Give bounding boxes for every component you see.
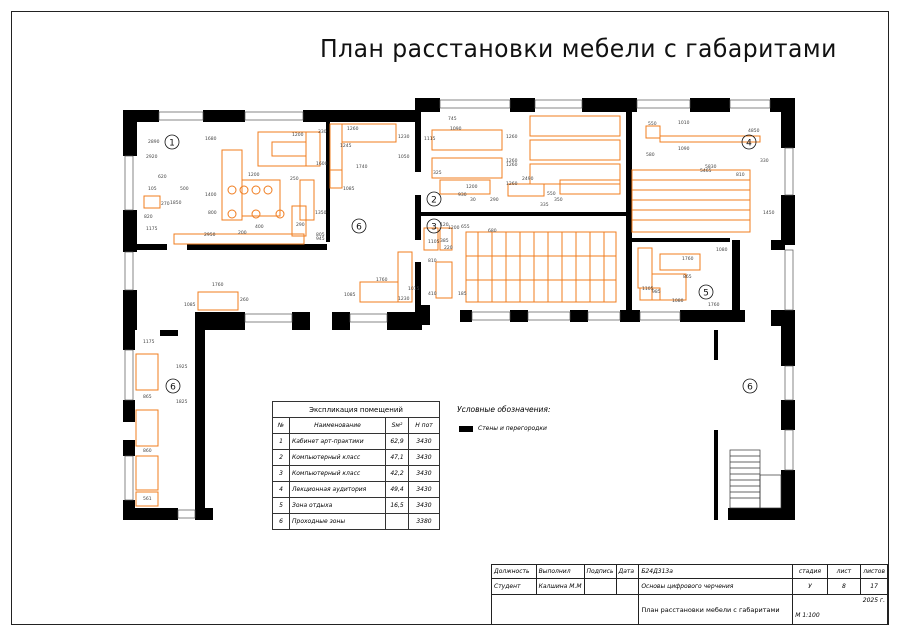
dimension-label: 550 (648, 122, 657, 127)
dimension-label: 260 (240, 298, 249, 303)
window (535, 100, 582, 108)
legend-wall-swatch (459, 426, 473, 432)
dimension-label: 1085 (343, 187, 355, 192)
teacher-desk (646, 126, 660, 138)
dimension-label: 1230 (398, 135, 410, 140)
window (640, 312, 680, 320)
wall (123, 320, 135, 350)
window (785, 430, 793, 470)
dimension-label: 2920 (146, 155, 158, 160)
desk-block (466, 232, 616, 302)
bench-block (632, 170, 750, 232)
row-name: Кабинет арт-практики (290, 434, 386, 450)
window (528, 312, 570, 320)
dimension-label: 1175 (146, 227, 158, 232)
window (588, 312, 620, 320)
dimension-label: 561 (143, 497, 152, 502)
dimension-label: 810 (736, 173, 745, 178)
dimension-label: 1175 (143, 340, 155, 345)
teacher-desk (436, 262, 452, 298)
table-row (273, 482, 440, 498)
dimension-label: 1850 (170, 201, 182, 206)
dimension-label: 385 (440, 239, 449, 244)
column-header-height: H пот (409, 418, 440, 434)
wall (137, 244, 167, 250)
desk-row (432, 158, 502, 178)
stamp-col-position: Должность (492, 565, 537, 579)
window (350, 314, 387, 322)
dimension-label: 945 (316, 237, 325, 242)
dimension-label: 350 (554, 198, 563, 203)
row-number: 3 (273, 466, 290, 482)
stamp-sheet: 8 (827, 579, 861, 595)
wall (123, 400, 135, 422)
window (245, 112, 303, 120)
row-name: Компьютерный класс (290, 450, 386, 466)
dimension-label: 1400 (205, 193, 217, 198)
room-number: 6 (747, 382, 753, 393)
sofa (398, 252, 412, 302)
dimension-label: 2490 (522, 177, 534, 182)
dimension-label: 270 (161, 202, 170, 207)
wall (303, 110, 418, 122)
dimension-label: 1090 (678, 147, 690, 152)
dimension-label: 810 (428, 259, 437, 264)
dimension-label: 1245 (340, 144, 352, 149)
dimension-label: 290 (490, 198, 499, 203)
window (125, 350, 133, 400)
room-number: 6 (356, 222, 362, 233)
wall (415, 112, 421, 172)
row-height: 3430 (409, 450, 440, 466)
stamp-date (616, 579, 639, 595)
stamp-sheets: 17 (861, 579, 888, 595)
dimension-label: 1200 (248, 173, 260, 178)
sofa (136, 354, 158, 390)
wall (415, 98, 440, 112)
wall (680, 310, 720, 322)
wall (332, 312, 350, 330)
dimension-label: 820 (144, 215, 153, 220)
dimension-label: 2890 (148, 140, 160, 145)
row-area: 42,2 (386, 466, 409, 482)
easel (144, 196, 160, 208)
row-height: 3430 (409, 482, 440, 498)
drawing-title: План расстановки мебели с габаритами (320, 34, 837, 63)
dimension-label: 5465 (700, 169, 712, 174)
stamp-meta (793, 595, 888, 625)
stamp-sheet-label: лист (827, 565, 861, 579)
dimension-label: 1825 (176, 400, 188, 405)
stamp-col-done: Выполнил (536, 565, 584, 579)
dimension-label: 1600 (316, 162, 328, 167)
wall (387, 312, 422, 330)
wall (415, 195, 421, 240)
furniture (136, 116, 760, 506)
chair (240, 186, 248, 194)
wall (195, 312, 245, 330)
wall (137, 110, 159, 122)
dimension-label: 1350 (315, 211, 327, 216)
chair (264, 186, 272, 194)
window (178, 510, 195, 518)
dimension-label: 1760 (376, 278, 388, 283)
dimension-label: 5830 (705, 165, 717, 170)
sofa (660, 254, 700, 270)
wall (626, 112, 632, 312)
room-number: 2 (431, 195, 437, 206)
dimension-label: 1200 (448, 226, 460, 231)
dimension-label: 985 (652, 290, 661, 295)
row-height: 3430 (409, 498, 440, 514)
wall (732, 240, 740, 310)
chair (228, 210, 236, 218)
wall (510, 98, 535, 112)
desk-row (440, 180, 490, 194)
room-number: 6 (170, 382, 176, 393)
dimension-label: 185 (458, 292, 467, 297)
row-area (386, 514, 409, 530)
window (440, 100, 510, 108)
window (125, 456, 133, 500)
sofa (306, 132, 320, 166)
dimension-label: 865 (683, 275, 692, 280)
legend-title: Условные обозначения: (457, 405, 551, 414)
dimension-label: 1680 (205, 137, 217, 142)
column-header-number: № (273, 418, 290, 434)
cabinet (300, 180, 314, 220)
sofa (198, 292, 238, 310)
window (125, 252, 133, 290)
stamp-person: Калшина М.М (536, 579, 584, 595)
stamp-scale: М 1:100 (795, 612, 820, 619)
legend-wall-label: Стены и перегородки (478, 425, 547, 432)
wall (771, 310, 795, 326)
desk-row (530, 164, 620, 184)
dimension-label: 1740 (356, 165, 368, 170)
cabinet (292, 206, 306, 236)
dimension-label: 1260 (506, 163, 518, 168)
sofa (652, 274, 686, 300)
window (785, 148, 793, 195)
row-number: 2 (273, 450, 290, 466)
room-number: 1 (169, 138, 175, 149)
dimension-label: 1260 (506, 159, 518, 164)
column-header-name: Наименование (290, 418, 386, 434)
table (272, 142, 306, 156)
chair (228, 186, 236, 194)
dimension-label: 1260 (506, 182, 518, 187)
dimension-label: 1015 (408, 287, 420, 292)
wall (781, 195, 795, 245)
window (125, 156, 133, 210)
sofa (136, 410, 158, 446)
wall (714, 330, 718, 360)
window (785, 250, 793, 310)
dimension-label: 330 (318, 130, 327, 135)
sofa (638, 248, 652, 288)
dimension-label: 1260 (347, 127, 359, 132)
dimension-label: 1090 (450, 127, 462, 132)
desk-row (530, 140, 620, 160)
dimension-label: 1115 (424, 137, 436, 142)
row-number: 5 (273, 498, 290, 514)
window (637, 100, 690, 108)
wall (160, 330, 178, 336)
dimension-label: 1760 (682, 257, 694, 262)
stamp-sheet-title: План расстановки мебели с габаритами (639, 595, 793, 625)
title-block (491, 564, 888, 625)
window (785, 366, 793, 400)
wall (781, 400, 795, 430)
wall (714, 430, 718, 520)
stamp-sheets-label: листов (861, 565, 888, 579)
board (660, 136, 760, 142)
row-number: 1 (273, 434, 290, 450)
dimension-label: 1080 (716, 248, 728, 253)
dimension-label: 1050 (398, 155, 410, 160)
column-header-area: Sм² (386, 418, 409, 434)
wall (460, 310, 472, 322)
dimension-label: 4850 (748, 129, 760, 134)
dimension-label: 1760 (212, 283, 224, 288)
sofa (330, 170, 342, 188)
staircase (730, 450, 781, 508)
dimension-label: 580 (646, 153, 655, 158)
stamp-empty (492, 595, 639, 625)
wall (510, 310, 528, 322)
wall (570, 310, 588, 322)
walls (123, 98, 795, 520)
dimension-label: 805 (316, 233, 325, 238)
desk-row (530, 116, 620, 136)
dimension-label: 860 (143, 449, 152, 454)
dimension-label: 1085 (344, 293, 356, 298)
wall (728, 508, 795, 520)
dimension-label: 865 (143, 395, 152, 400)
row-area: 49,4 (386, 482, 409, 498)
dimension-label: 800 (208, 211, 217, 216)
stamp-stage: У (793, 579, 827, 595)
wall (292, 312, 310, 330)
stamp-stage-label: стадия (793, 565, 827, 579)
dimension-label: 325 (433, 171, 442, 176)
dimension-label: 1200 (292, 133, 304, 138)
room-explication-table (272, 401, 440, 530)
wall (771, 240, 785, 250)
window (245, 314, 292, 322)
stamp-course: Основы цифрового черчения (639, 579, 793, 595)
wall (326, 122, 330, 242)
wall (630, 238, 730, 242)
dimension-label: 655 (461, 225, 470, 230)
row-area: 47,1 (386, 450, 409, 466)
chair (252, 186, 260, 194)
stamp-col-sign: Подпись (584, 565, 616, 579)
dimension-label: 620 (158, 175, 167, 180)
wall (781, 326, 795, 366)
dimension-label: 1925 (176, 365, 188, 370)
window (730, 100, 770, 108)
dimension-label: 1080 (672, 299, 684, 304)
room-number: 5 (703, 288, 709, 299)
table-caption: Экспликация помещений (273, 402, 440, 418)
dimension-label: 745 (448, 117, 457, 122)
dimension-label: 220 (444, 246, 453, 251)
dimension-label: 550 (547, 192, 556, 197)
room-number: 3 (431, 222, 437, 233)
dimension-label: 30 (470, 198, 476, 203)
wall (123, 440, 135, 456)
dimension-label: 1760 (708, 303, 720, 308)
row-height: 3430 (409, 434, 440, 450)
table-row (273, 450, 440, 466)
wall (123, 210, 137, 252)
row-name: Проходные зоны (290, 514, 386, 530)
wall (195, 330, 205, 520)
dimension-label: 2950 (204, 233, 216, 238)
room-number: 4 (746, 138, 752, 149)
wall (582, 98, 637, 112)
row-height: 3430 (409, 466, 440, 482)
stair-well (730, 450, 760, 508)
wall (123, 508, 178, 520)
wall (203, 110, 245, 122)
dimension-label: 1200 (466, 185, 478, 190)
table-row (273, 434, 440, 450)
stamp-role: Студент (492, 579, 537, 595)
dimension-label: 200 (238, 231, 247, 236)
desk (242, 180, 280, 216)
row-area: 16,5 (386, 498, 409, 514)
dimension-label: 335 (540, 203, 549, 208)
dimension-label: 1230 (398, 297, 410, 302)
wall (720, 310, 745, 322)
dimension-label: 680 (488, 229, 497, 234)
window (159, 112, 203, 120)
dimension-label: 1085 (184, 303, 196, 308)
dimension-label: 930 (458, 193, 467, 198)
dimension-label: 410 (428, 292, 437, 297)
row-height: 3380 (409, 514, 440, 530)
dimension-label: 120 (440, 223, 449, 228)
dimension-label: 1105 (642, 287, 654, 292)
table-row (273, 466, 440, 482)
dimension-label: 330 (760, 159, 769, 164)
stamp-col-date: Дата (616, 565, 639, 579)
window (472, 312, 510, 320)
dimension-label: 1260 (506, 135, 518, 140)
dimension-label: 400 (255, 225, 264, 230)
row-number: 4 (273, 482, 290, 498)
wall (415, 212, 630, 216)
stamp-code: Б24Д313а (639, 565, 793, 579)
windows (125, 100, 793, 518)
wall (781, 98, 795, 148)
dimension-label: 290 (296, 223, 305, 228)
wall (123, 110, 137, 156)
desk-row (560, 180, 620, 194)
desk-row (432, 130, 502, 150)
wall (690, 98, 730, 112)
dimension-label: 105 (148, 187, 157, 192)
dimension-label: 250 (290, 177, 299, 182)
sofa (360, 282, 398, 302)
stamp-year: 2025 г. (862, 597, 885, 604)
stamp-sign (584, 579, 616, 595)
wall (187, 244, 327, 250)
table-row (273, 498, 440, 514)
dimension-label: 500 (180, 187, 189, 192)
row-number: 6 (273, 514, 290, 530)
chair (252, 210, 260, 218)
row-area: 62,9 (386, 434, 409, 450)
dimension-label: 1450 (763, 211, 775, 216)
dimension-label: 1105 (428, 240, 440, 245)
sofa (136, 456, 158, 490)
dimension-label: 1010 (678, 121, 690, 126)
table-row (273, 514, 440, 530)
row-name: Зона отдыха (290, 498, 386, 514)
row-name: Лекционная аудитория (290, 482, 386, 498)
row-name: Компьютерный класс (290, 466, 386, 482)
